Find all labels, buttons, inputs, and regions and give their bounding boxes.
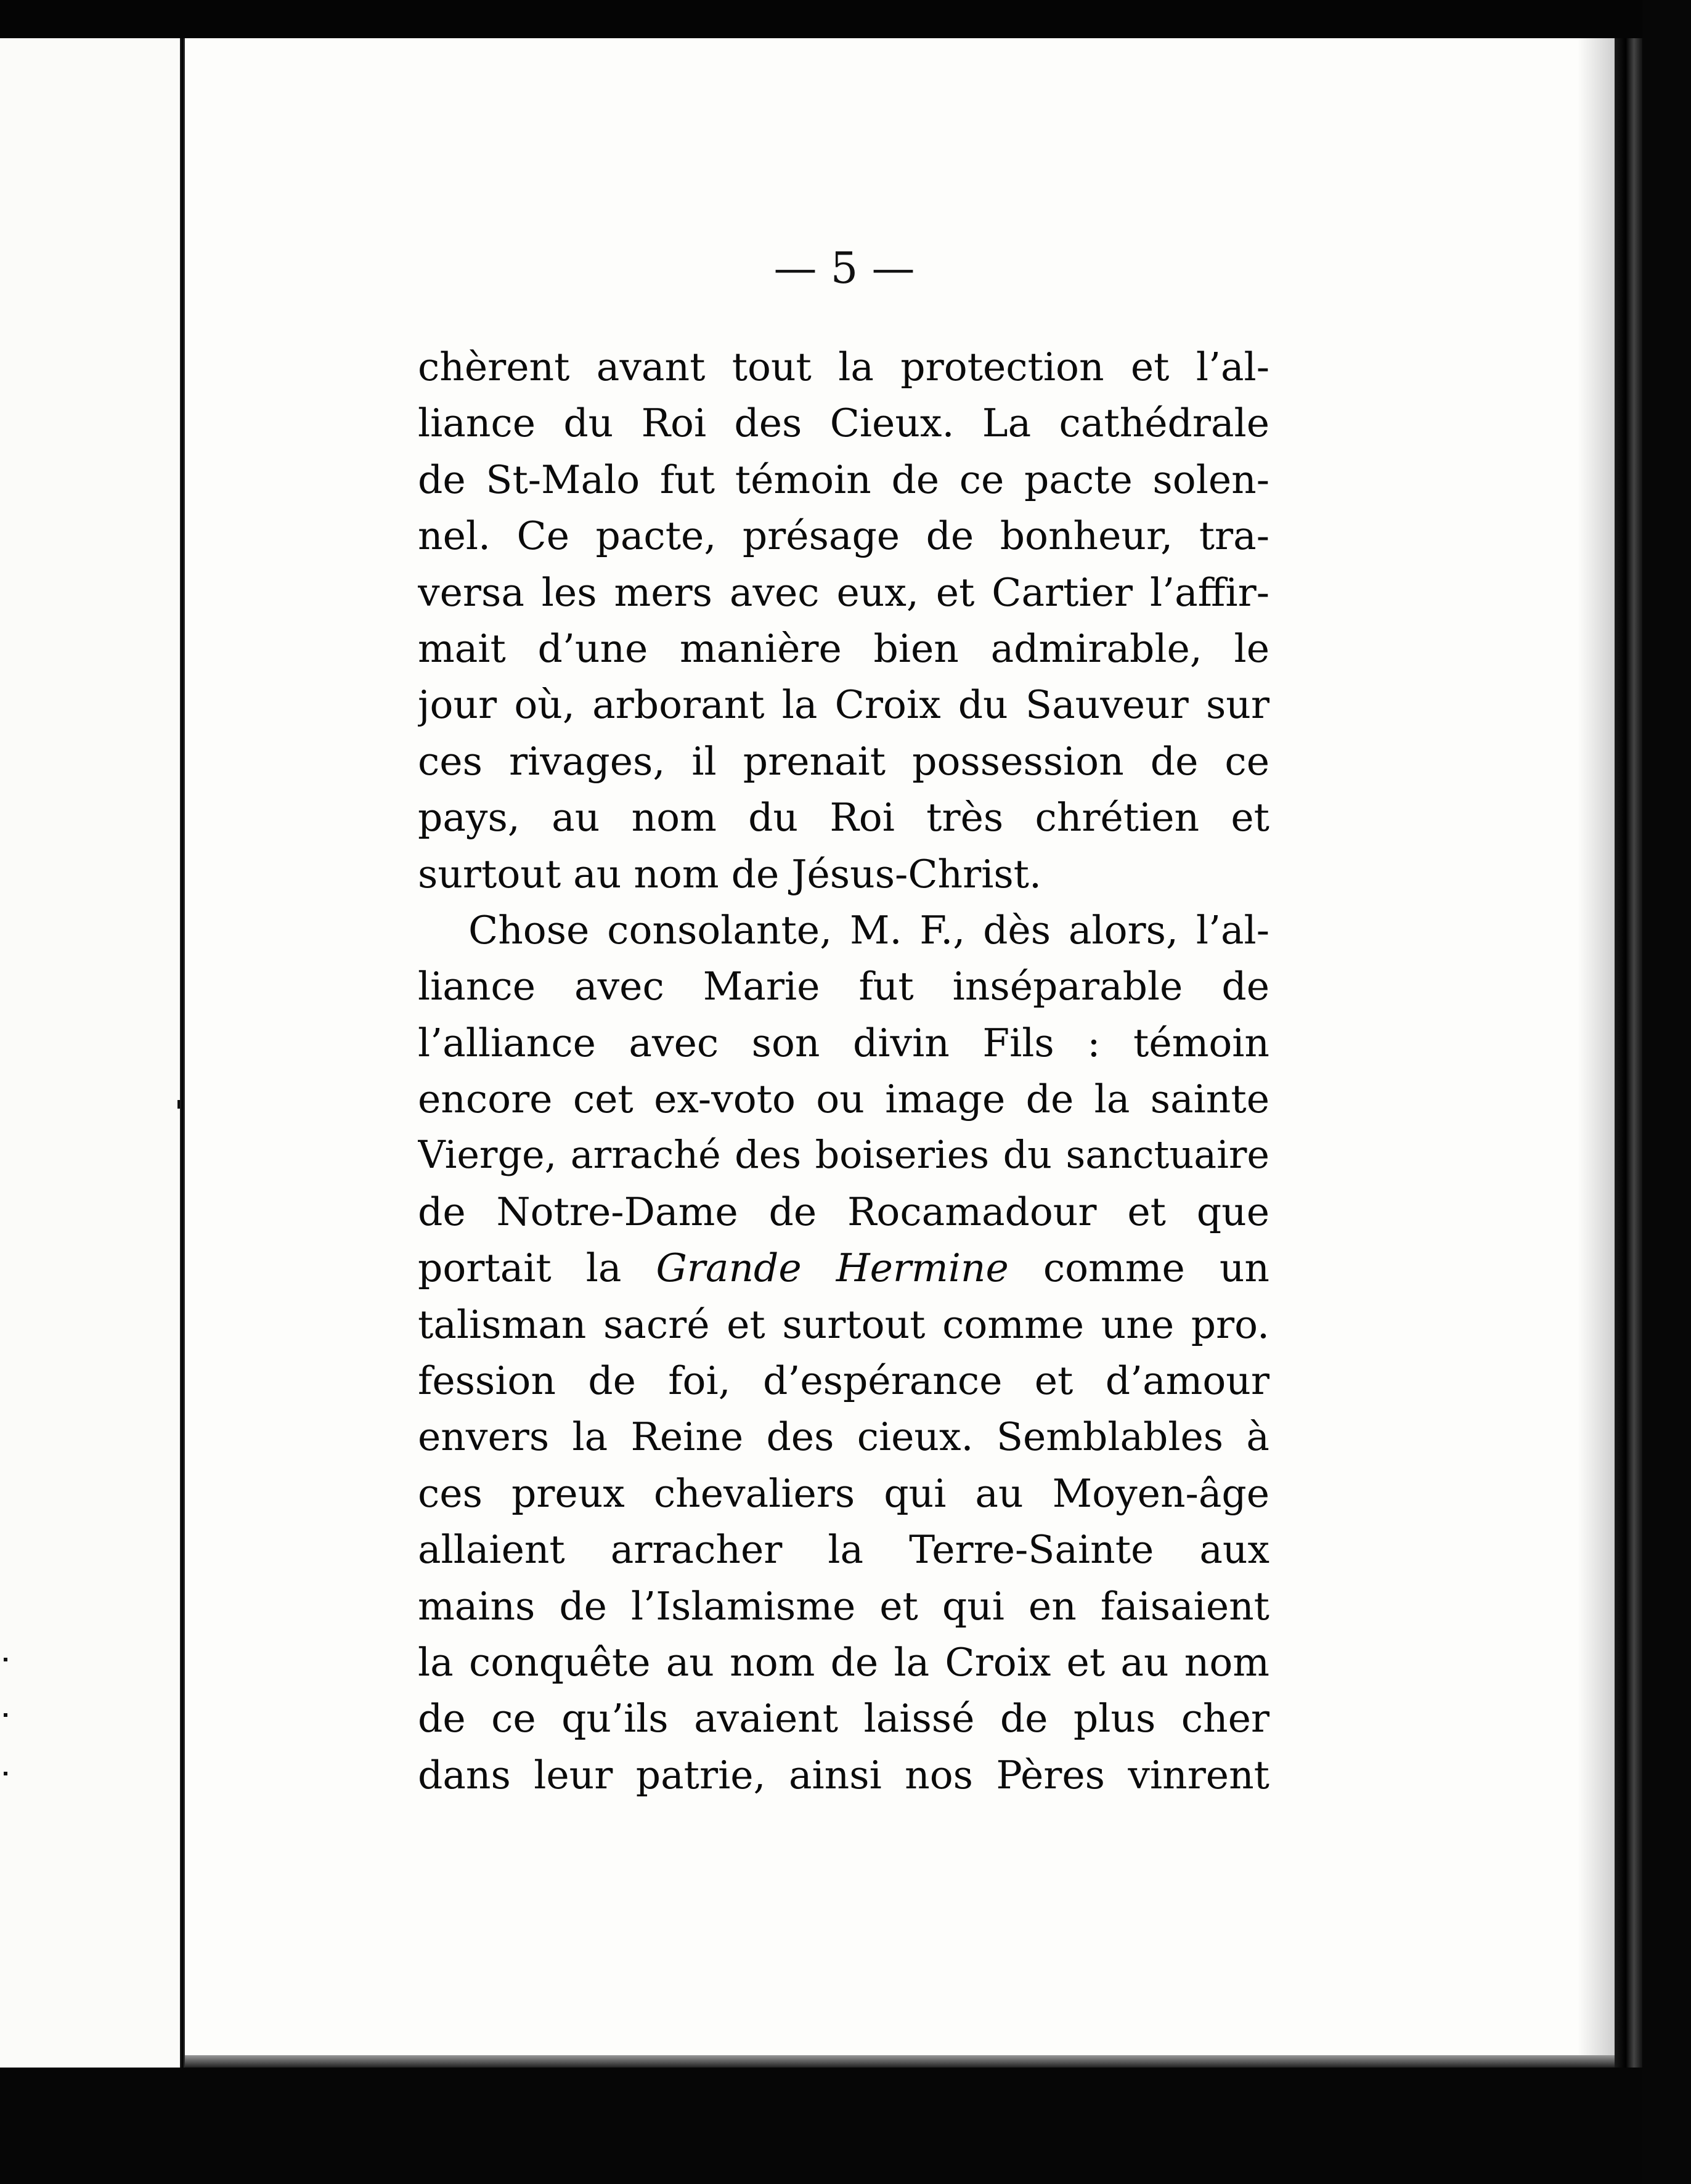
page-shadow (1578, 38, 1615, 2068)
text-line: la conquête au nom de la Croix et au nom (418, 1639, 1269, 1685)
text-line: jour où, arborant la Croix du Sauveur sur (418, 682, 1269, 728)
text-line: liance avec Marie fut inséparable de (418, 964, 1269, 1009)
text-line: Vierge, arraché des boiseries du sanctuaire (418, 1133, 1269, 1178)
text-line: encore cet ex-voto ou image de la sainte (418, 1077, 1269, 1122)
scan-frame-bottom (0, 2068, 1691, 2184)
margin-mark (4, 1772, 7, 1775)
text-line: de Notre-Dame de Rocamadour et que (418, 1189, 1269, 1234)
scan-frame-top (0, 0, 1691, 38)
text-line: mait d’une manière bien admirable, le (418, 625, 1269, 671)
body-text (418, 339, 1269, 1803)
book-gutter (180, 38, 185, 2068)
margin-mark (4, 1658, 7, 1661)
text-line: surtout au nom de Jésus-Christ. (418, 851, 1042, 897)
text-line: ces preux chevaliers qui au Moyen-âge (418, 1470, 1269, 1516)
margin-mark (4, 1713, 7, 1717)
left-page-sliver (0, 38, 184, 2068)
text-line: chèrent avant tout la protection et l’al- (418, 344, 1269, 389)
text-line: mains de l’Islamisme et qui en faisaient (418, 1583, 1269, 1629)
text-line: liance du Roi des Cieux. La cathédrale (418, 401, 1269, 446)
text-line: allaient arracher la Terre-Sainte aux (418, 1527, 1269, 1573)
text-line: fession de foi, d’espérance et d’amour (418, 1358, 1269, 1404)
text-line: nel. Ce pacte, présage de bonheur, tra- (418, 513, 1269, 559)
page-bottom-edge (185, 2055, 1615, 2068)
text-fragment: portait la (418, 1245, 656, 1291)
text-line: versa les mers avec eux, et Cartier l’affir- (418, 569, 1269, 615)
text-line: dans leur patrie, ainsi nos Pères vinrent (418, 1752, 1269, 1798)
text-line: envers la Reine des cieux. Semblables à (418, 1414, 1269, 1460)
scan-frame-right (1642, 0, 1691, 2184)
text-line: talisman sacré et surtout comme une pro. (418, 1302, 1269, 1347)
text-line: de ce qu’ils avaient laissé de plus cher (418, 1696, 1269, 1742)
text-line: l’alliance avec son divin Fils : témoin (418, 1020, 1269, 1066)
text-line: Chose consolante, M. F., dès alors, l’al- (468, 907, 1269, 953)
text-fragment: comme un (1008, 1245, 1269, 1291)
text-line: ces rivages, il prenait possession de ce (418, 738, 1269, 784)
text-line: pays, au nom du Roi très chrétien et (418, 795, 1269, 841)
page-right-edge (1615, 38, 1642, 2068)
text-line (418, 1240, 1269, 1296)
page-number: — 5 — (773, 243, 915, 293)
text-line: de St-Malo fut témoin de ce pacte solen- (418, 457, 1269, 502)
ship-name: Grande Hermine (656, 1245, 1009, 1291)
